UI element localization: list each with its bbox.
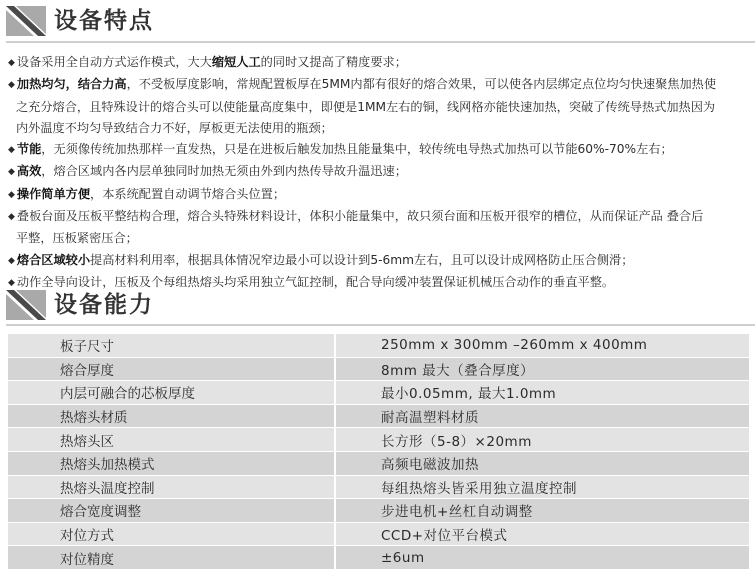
diamond-bullet-icon: ◆ — [8, 212, 15, 223]
table-row — [8, 334, 749, 357]
diamond-bullet-icon: ◆ — [8, 167, 15, 178]
spec-value: 8mm 最大（叠合厚度） — [335, 357, 749, 381]
section-stripes-icon — [6, 6, 46, 36]
spec-value: ±6um — [335, 546, 749, 570]
section-divider — [6, 324, 755, 326]
spec-value: 最小0.05mm, 最大1.0mm — [335, 381, 749, 405]
feature-item — [8, 52, 753, 74]
feature-highlight: 熔合区域较小 — [16, 252, 91, 267]
feature-item — [8, 74, 753, 139]
section-header-capability — [0, 288, 755, 322]
feature-text-continued: 平整，压板紧密压合； — [16, 231, 138, 246]
feature-text-continued: 内外温度不均匀导致结合力不好，厚板更无法使用的瓶颈； — [16, 120, 333, 135]
table-row — [8, 546, 749, 570]
table-row — [8, 381, 749, 405]
diamond-bullet-icon: ◆ — [8, 277, 15, 288]
section-divider — [6, 41, 755, 43]
spec-label: 熔合厚度 — [8, 357, 335, 381]
spec-value: 250mm x 300mm –260mm x 400mm — [335, 334, 749, 357]
spec-label: 热熔头加热模式 — [8, 451, 335, 475]
spec-label: 内层可融合的芯板厚度 — [8, 381, 335, 405]
diamond-bullet-icon: ◆ — [8, 255, 15, 266]
feature-item — [8, 184, 753, 206]
spec-value: 步进电机+丝杠自动调整 — [335, 499, 749, 523]
section-title-capability: 设备能力 — [54, 292, 154, 318]
spec-label: 对位精度 — [8, 546, 335, 570]
spec-value: CCD+对位平台模式 — [335, 522, 749, 546]
spec-label: 熔合宽度调整 — [8, 499, 335, 523]
spec-label: 热熔头温度控制 — [8, 475, 335, 499]
feature-text: 提高材料利用率，根据具体情况窄边最小可以设计到5-6mm左右，且可以设计成网格防止压合侧滑； — [90, 252, 634, 267]
spec-label: 热熔头区 — [8, 428, 335, 452]
spec-label: 板子尺寸 — [8, 334, 335, 357]
spec-value: 耐高温塑料材质 — [335, 404, 749, 428]
feature-text-continued: 之充分熔合，且特殊设计的熔合头可以使能量高度集中，即便是1MM左右的铜，线网格亦能快速加热，突破了传统导热式加热因为 — [16, 99, 716, 114]
feature-highlight: 操作简单方便 — [16, 186, 91, 201]
feature-highlight: 节能 — [16, 142, 42, 157]
feature-text: 设备采用全自动方式运作模式，大大 — [16, 55, 212, 69]
feature-text: 叠板台面及压板平整结构合理，熔合头特殊材料设计，体积小能量集中，故只须台面和压板开很窄的槽位，从而保证产品 叠合后 — [16, 209, 704, 224]
table-row — [8, 522, 749, 546]
spec-value: 高频电磁波加热 — [335, 451, 749, 475]
feature-item — [8, 206, 753, 250]
table-row — [8, 357, 749, 381]
spec-label: 对位方式 — [8, 522, 335, 546]
table-row — [8, 499, 749, 523]
section-stripes-icon — [6, 290, 46, 320]
feature-highlight: 缩短人工 — [211, 55, 261, 69]
feature-list — [8, 52, 753, 294]
table-row — [8, 451, 749, 475]
feature-highlight: 加热均匀，结合力高 — [16, 77, 127, 92]
spec-value: 长方形（5-8）×20mm — [335, 428, 749, 452]
feature-text: ，熔合区域内各内层单独同时加热无须由外到内热传导故升温迅速； — [41, 164, 407, 179]
feature-text: 动作全导向设计，压板及个每组热熔头均采用独立气缸控制，配合导向缓冲装置保证机械压合动作的垂直平整。 — [16, 274, 615, 289]
table-row — [8, 475, 749, 499]
diamond-bullet-icon: ◆ — [8, 80, 15, 91]
spec-table — [8, 334, 749, 570]
feature-item — [8, 139, 753, 161]
section-header-features — [0, 4, 755, 38]
feature-text: ，不受板厚度影响，常规配置板厚在5MM内都有很好的熔合效果，可以使各内层绑定点位均匀快速聚焦加热使 — [126, 77, 717, 92]
feature-text: ，无须像传统加热那样一直发热，只是在进板后触发加热且能量集中，较传统电导热式加热可以节能60%-70%左右； — [41, 142, 673, 157]
feature-item — [8, 161, 753, 183]
feature-highlight: 高效 — [16, 164, 42, 179]
feature-text: 的同时又提高了精度要求； — [260, 55, 407, 69]
spec-value: 每组热熔头皆采用独立温度控制 — [335, 475, 749, 499]
feature-text: ，本系统配置自动调节熔合头位置； — [90, 186, 286, 201]
diamond-bullet-icon: ◆ — [8, 58, 15, 68]
spec-label: 热熔头材质 — [8, 404, 335, 428]
feature-item — [8, 250, 753, 272]
diamond-bullet-icon: ◆ — [8, 145, 15, 156]
section-title-features: 设备特点 — [54, 8, 154, 34]
table-row — [8, 428, 749, 452]
table-row — [8, 404, 749, 428]
diamond-bullet-icon: ◆ — [8, 189, 15, 200]
